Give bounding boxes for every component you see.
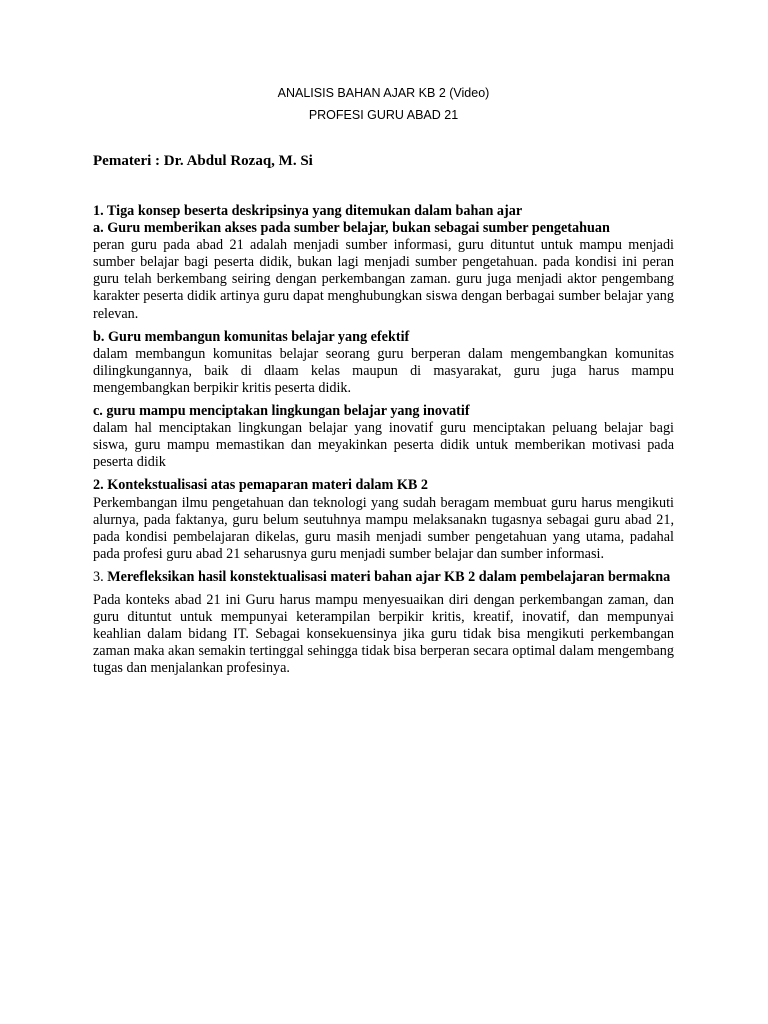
concept-c-heading: c. guru mampu menciptakan lingkungan belajar yang inovatif [93,403,470,420]
section-2-heading: 2. Kontekstualisasi atas pemaparan materi dalam KB 2 [93,477,428,494]
concept-a-text: peran guru pada abad 21 adalah menjadi sumber informasi, guru dituntut untuk mampu menjadi sumber belajar bagi peserta didik, bukan lagi menjadi sumber pengetahuan. pada kondisi ini peran guru telah berkembang seiring dengan perkembangan zaman. guru juga menjadi aktor pengembang karakter peserta didik artinya guru dapat menghubungkan siswa dengan berbagai sumber belajar yang relevan. [93,237,674,322]
document-body [93,203,674,677]
document-title: ANALISIS BAHAN AJAR KB 2 (Video) [277,86,490,100]
section-3-title: Merefleksikan hasil konstektualisasi materi bahan ajar KB 2 dalam pembelajaran bermakna [107,568,671,585]
presenter-line: Pemateri : Dr. Abdul Rozaq, M. Si [93,153,313,169]
section-3-number: 3. [93,568,104,585]
section-3-heading [93,569,674,586]
section-1-heading: 1. Tiga konsep beserta deskripsinya yang ditemukan dalam bahan ajar [93,203,523,219]
concept-b-heading: b. Guru membangun komunitas belajar yang efektif [93,328,410,345]
document-subtitle: PROFESI GURU ABAD 21 [308,108,459,122]
concept-c-text: dalam hal menciptakan lingkungan belajar yang inovatif guru menciptakan peluang belajar bagi siswa, guru mampu memastikan dan meyakinkan peserta didik untuk memberikan motivasi pada peserta didik [93,420,674,471]
concept-a-heading: a. Guru memberikan akses pada sumber belajar, bukan sebagai sumber pengetahuan [93,220,610,237]
section-3-text: Pada konteks abad 21 ini Guru harus mampu menyesuaikan diri dengan perkembangan zaman, dan guru dituntut untuk mempunyai keterampilan berpikir kritis, kreatif, inovatif, dan mempunyai keahlian dalam bidang IT. Sebagai konsekuensinya jika guru tidak bisa mengikuti perkembangan zaman maka akan semakin tertinggal sehingga tidak bisa berperan secara optimal dalam mengembang tugas dan menjalankan profesinya. [93,591,674,677]
concept-b-text: dalam membangun komunitas belajar seorang guru berperan dalam mengembangkan komunitas dilingkungannya, baik di dlaam kelas maupun di masyarakat, guru juga harus mampu mengembangkan berpikir kritis peserta didik. [93,345,674,396]
section-2-text: Perkembangan ilmu pengetahuan dan teknologi yang sudah beragam membuat guru harus mengikuti alurnya, pada faktanya, guru belum seutuhnya mampu melaksanakn tugasnya sebagai guru abad 21, pada kondisi pembelajaran dikelas, guru masih menjadi sumber pengetahuan yang utama, padahal pada profesi guru abad 21 seharusnya guru menjadi sumber belajar dan sumber informasi. [93,494,674,562]
